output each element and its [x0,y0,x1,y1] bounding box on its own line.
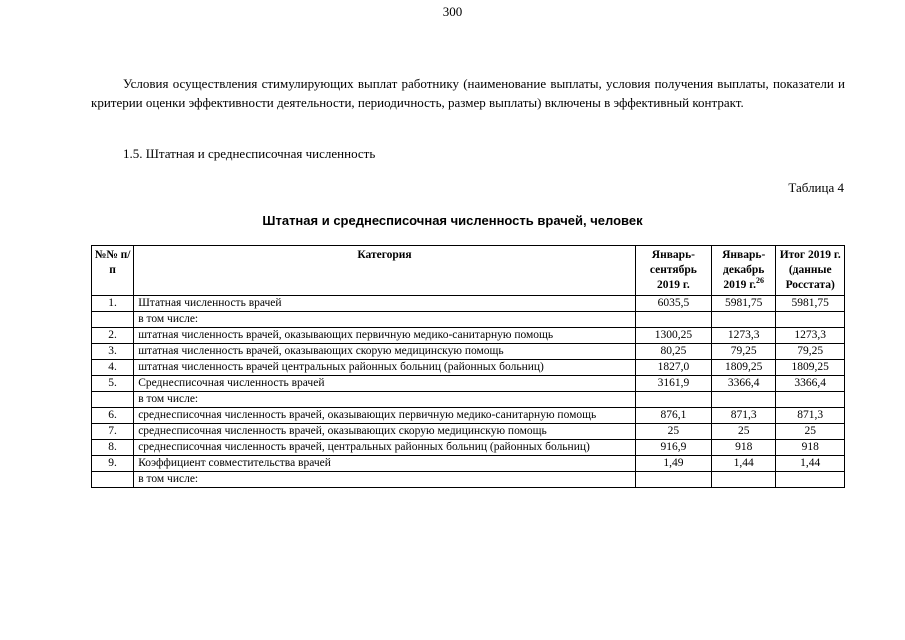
table-label: Таблица 4 [788,180,844,195]
row-value-total: 1,44 [776,456,845,472]
row-value-jan-dec: 1273,3 [711,328,775,344]
table-body [92,296,845,488]
header-num: №№ п/п [92,246,134,296]
row-num [92,312,134,328]
row-num [92,472,134,488]
row-value-jan-dec: 871,3 [711,408,775,424]
footnote-marker: 26 [756,276,765,286]
row-num: 7. [92,424,134,440]
row-value-jan-sep: 876,1 [635,408,711,424]
row-category: в том числе: [134,392,636,408]
row-value-jan-sep [635,472,711,488]
table-row [92,328,845,344]
row-num: 8. [92,440,134,456]
row-value-total [776,312,845,328]
table-row [92,344,845,360]
table-row [92,472,845,488]
row-value-total [776,472,845,488]
table-row [92,376,845,392]
row-value-jan-sep: 1827,0 [635,360,711,376]
row-num: 9. [92,456,134,472]
row-category: штатная численность врачей центральных районных больниц (районных больниц) [134,360,636,376]
row-value-jan-sep [635,312,711,328]
staff-table [91,245,845,488]
row-value-total: 79,25 [776,344,845,360]
table-row [92,424,845,440]
row-value-jan-dec [711,392,775,408]
row-value-jan-sep: 6035,5 [635,296,711,312]
header-jan-dec-label: Январь-декабрь 2019 г. [722,249,766,291]
page-number: 300 [442,4,463,19]
row-value-jan-dec: 3366,4 [711,376,775,392]
row-value-total: 871,3 [776,408,845,424]
header-category: Категория [134,246,636,296]
row-value-jan-sep: 25 [635,424,711,440]
row-value-total: 918 [776,440,845,456]
row-value-jan-dec: 79,25 [711,344,775,360]
row-value-total: 5981,75 [776,296,845,312]
row-value-jan-sep [635,392,711,408]
row-value-total: 1809,25 [776,360,845,376]
header-jan-sep: Январь-сентябрь 2019 г. [635,246,711,296]
row-category: среднесписочная численность врачей, оказывающих скорую медицинскую помощь [134,424,636,440]
row-value-total [776,392,845,408]
row-category: штатная численность врачей, оказывающих первичную медико-санитарную помощь [134,328,636,344]
row-category: Штатная численность врачей [134,296,636,312]
row-value-jan-dec: 1809,25 [711,360,775,376]
row-num: 5. [92,376,134,392]
row-num: 2. [92,328,134,344]
row-value-jan-dec [711,472,775,488]
row-value-jan-sep: 80,25 [635,344,711,360]
table-header [92,246,845,296]
header-jan-dec [711,246,775,296]
table-row [92,312,845,328]
table-row [92,408,845,424]
row-category: Коэффициент совместительства врачей [134,456,636,472]
table-row [92,392,845,408]
row-value-jan-dec: 918 [711,440,775,456]
section-heading: 1.5. Штатная и среднесписочная численность [123,146,376,161]
row-category: Среднесписочная численность врачей [134,376,636,392]
row-value-jan-sep: 916,9 [635,440,711,456]
row-category: штатная численность врачей, оказывающих скорую медицинскую помощь [134,344,636,360]
row-value-jan-dec: 5981,75 [711,296,775,312]
row-value-jan-dec: 1,44 [711,456,775,472]
body-paragraph: Условия осуществления стимулирующих выплат работнику (наименование выплаты, условия получения выплаты, показатели и критерии оценки эффективности деятельности, периодичность, размер выплаты) включены в эффективный контракт. [91,76,845,110]
row-category: в том числе: [134,312,636,328]
table-title: Штатная и среднесписочная численность врачей, человек [262,213,643,228]
row-num: 3. [92,344,134,360]
table-row [92,296,845,312]
row-value-jan-sep: 3161,9 [635,376,711,392]
row-num [92,392,134,408]
row-category: среднесписочная численность врачей, центральных районных больниц (районных больниц) [134,440,636,456]
row-value-total: 25 [776,424,845,440]
row-value-jan-sep: 1300,25 [635,328,711,344]
row-value-total: 3366,4 [776,376,845,392]
row-value-total: 1273,3 [776,328,845,344]
row-value-jan-dec [711,312,775,328]
row-num: 1. [92,296,134,312]
table-row [92,456,845,472]
row-num: 6. [92,408,134,424]
table-row [92,440,845,456]
row-num: 4. [92,360,134,376]
header-row [92,246,845,296]
row-category: в том числе: [134,472,636,488]
row-category: среднесписочная численность врачей, оказывающих первичную медико-санитарную помощь [134,408,636,424]
header-total-rosstat: Итог 2019 г. (данные Росстата) [776,246,845,296]
table-row [92,360,845,376]
row-value-jan-dec: 25 [711,424,775,440]
row-value-jan-sep: 1,49 [635,456,711,472]
